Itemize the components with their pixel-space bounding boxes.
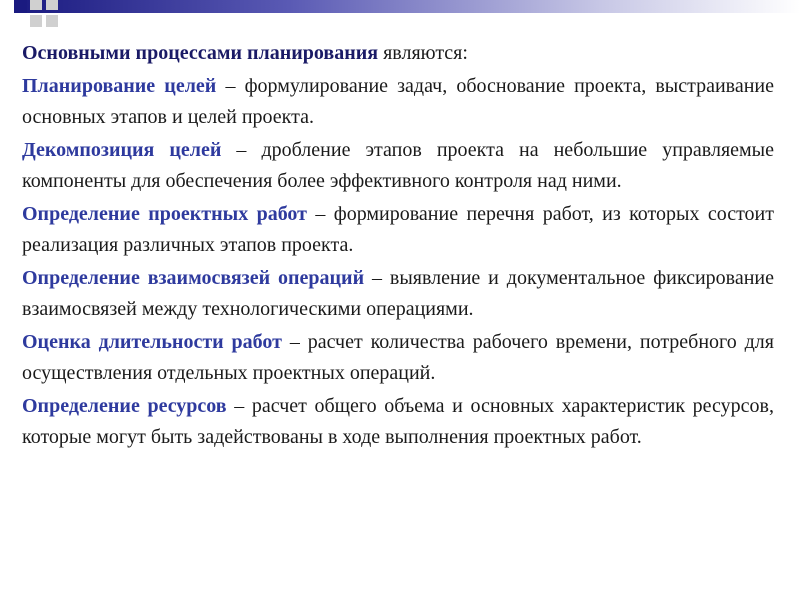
intro-line — [22, 38, 774, 69]
header-gradient-bar — [14, 0, 800, 13]
header-square-light-1 — [30, 0, 42, 10]
slide-content — [22, 38, 774, 455]
item-resources — [22, 391, 774, 453]
item-term: Определение взаимосвязей операций — [22, 267, 365, 289]
item-description: – расчет общего объема и основных характеристик ресурсов, которые могут быть задействованы в ходе выполнения проектных работ. — [22, 395, 774, 448]
item-term: Оценка длительности работ — [22, 331, 282, 353]
header-square-light-4 — [46, 15, 58, 27]
item-goal-planning — [22, 71, 774, 133]
header-square-light-3 — [30, 15, 42, 27]
item-term: Определение ресурсов — [22, 395, 227, 417]
item-description: – расчет количества рабочего времени, потребного для осуществления отдельных проектных операций. — [22, 331, 774, 384]
header-square-light-2 — [46, 0, 58, 10]
item-operation-links — [22, 263, 774, 325]
header-square-dark — [14, 0, 27, 13]
intro-rest: являются: — [378, 42, 468, 64]
item-goal-decomposition — [22, 135, 774, 197]
item-description: – выявление и документальное фиксирование взаимосвязей между технологическими операциями. — [22, 267, 775, 320]
item-project-works — [22, 199, 774, 261]
item-term: Определение проектных работ — [22, 203, 307, 225]
item-term: Планирование целей — [22, 75, 217, 97]
item-description: – дробление этапов проекта на небольшие управляемые компоненты для обеспечения более эффективного контроля над ними. — [22, 139, 774, 192]
item-duration-estimate — [22, 327, 774, 389]
item-description: – формулирование задач, обоснование проекта, выстраивание основных этапов и целей проекта. — [22, 75, 774, 128]
intro-title: Основными процессами планирования — [22, 42, 379, 64]
item-description: – формирование перечня работ, из которых состоит реализация различных этапов проекта. — [22, 203, 774, 256]
item-term: Декомпозиция целей — [22, 139, 222, 161]
